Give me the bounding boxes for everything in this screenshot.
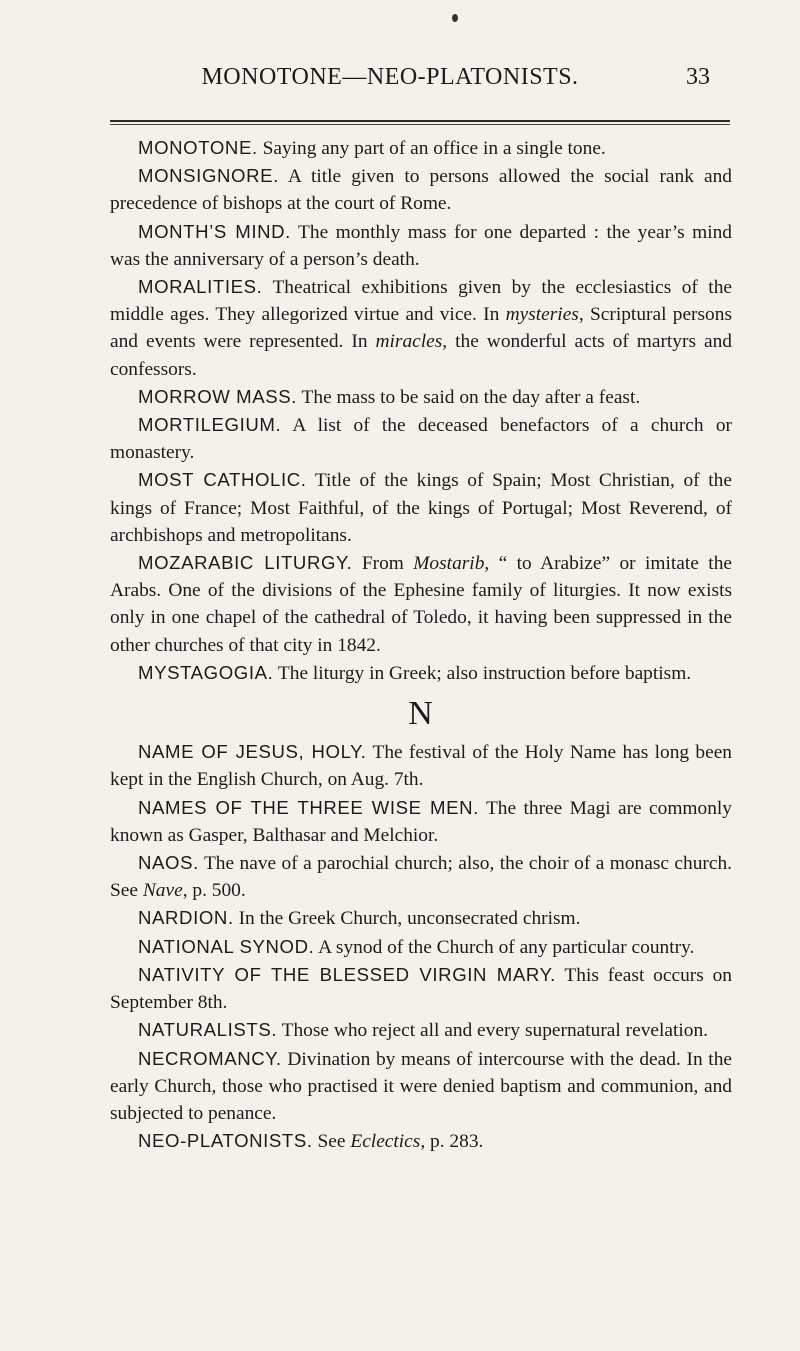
entry-definition: In the Greek Church, unconsecrated chrism. bbox=[233, 908, 581, 930]
entry-moralities bbox=[110, 273, 732, 383]
entry-definition: , Scriptural persons and events were represented. In bbox=[110, 304, 732, 353]
entry-definition: , p. 500. bbox=[182, 880, 246, 902]
entry-necromancy bbox=[110, 1045, 732, 1128]
entry-nativity-bvm bbox=[110, 961, 732, 1016]
entry-definition: Saying any part of an office in a single tone. bbox=[257, 138, 606, 159]
entry-definition: See bbox=[312, 1131, 351, 1153]
entry-term: MORALITIES. bbox=[138, 276, 263, 298]
page-header bbox=[110, 64, 710, 104]
entry-definition: Theatrical exhibitions given by the ecclesiastics of the middle ages. They allegorized virtue and vice. In bbox=[110, 277, 732, 326]
entry-national-synod bbox=[110, 933, 732, 961]
entry-term: NAME OF JESUS, HOLY. bbox=[138, 741, 367, 763]
entry-definition: , the wonderful acts of martyrs and confessors. bbox=[110, 331, 732, 380]
entry-italic: mysteries bbox=[505, 304, 579, 326]
header-rule bbox=[110, 120, 730, 122]
entry-definition: A title given to persons allowed the social rank and precedence of bishops at the court of Rome. bbox=[110, 166, 732, 215]
section-letter: N bbox=[408, 695, 434, 733]
entry-morrow-mass bbox=[110, 383, 732, 411]
entry-term: NAMES OF THE THREE WISE MEN. bbox=[138, 796, 479, 818]
entry-definition: A synod of the Church of any particular country. bbox=[314, 936, 695, 958]
entry-definition: The mass to be said on the day after a feast. bbox=[297, 386, 641, 408]
entry-definition: The festival of the Holy Name has long been kept in the English Church, on Aug. 7th. bbox=[110, 742, 732, 791]
entry-name-of-jesus bbox=[110, 738, 732, 793]
entry-term: MOZARABIC LITURGY. bbox=[138, 552, 353, 574]
entry-monsignore bbox=[110, 162, 732, 217]
entry-term: MORROW MASS. bbox=[138, 385, 298, 407]
header-rule-thin bbox=[110, 124, 730, 125]
glossary-body bbox=[110, 134, 732, 1155]
entry-definition: The nave of a parochial church; also, the choir of a monasc church. See bbox=[110, 853, 732, 902]
entry-neo-platonists bbox=[110, 1127, 732, 1155]
entry-definition: From bbox=[352, 553, 414, 575]
entry-monotone bbox=[110, 134, 732, 162]
entry-definition: The three Magi are commonly known as Gasper, Balthasar and Melchior. bbox=[110, 797, 732, 846]
entry-term: NATURALISTS. bbox=[138, 1019, 278, 1041]
entry-term: NECROMANCY. bbox=[138, 1047, 282, 1069]
running-head: MONOTONE—NEO-PLATONISTS. bbox=[201, 64, 579, 90]
entry-mystagogia bbox=[110, 659, 732, 687]
entry-definition: , p. 283. bbox=[420, 1131, 484, 1153]
ink-spot bbox=[452, 14, 458, 22]
entry-definition: A list of the deceased benefactors of a church or monastery. bbox=[110, 415, 732, 464]
entry-italic: Eclectics bbox=[350, 1131, 421, 1153]
entry-most-catholic bbox=[110, 466, 732, 549]
entry-term: NAOS. bbox=[138, 852, 199, 874]
entry-naos bbox=[110, 849, 732, 904]
entry-italic: Mostarib bbox=[413, 553, 485, 575]
entry-names-of-three-wise-men bbox=[110, 794, 732, 849]
entry-months-mind bbox=[110, 218, 732, 273]
entry-term: MOST CATHOLIC. bbox=[138, 469, 307, 491]
entry-mozarabic-liturgy bbox=[110, 549, 732, 659]
entry-nardion bbox=[110, 904, 732, 932]
entry-term: MYSTAGOGIA. bbox=[138, 661, 274, 683]
entry-term: MONTH’S MIND. bbox=[138, 220, 291, 242]
entry-term: NATIONAL SYNOD. bbox=[138, 935, 315, 957]
entry-definition: Divination by means of intercourse with the dead. In the early Church, those who practised it were denied baptism and communion, and subjected to penance. bbox=[110, 1048, 732, 1124]
entry-definition: The liturgy in Greek; also instruction before baptism. bbox=[273, 662, 692, 684]
entry-term: NATIVITY OF THE BLESSED VIRGIN MARY. bbox=[138, 963, 556, 985]
entry-definition: Title of the kings of Spain; Most Christian, of the kings of France; Most Faithful, of the kings of Portugal; Most Reverend, of archbishops and metropolitans. bbox=[110, 470, 732, 546]
entry-definition: The monthly mass for one departed : the year’s mind was the anniversary of a person’s death. bbox=[110, 221, 732, 270]
entry-italic: miracles bbox=[375, 331, 443, 353]
entry-term: MORTILEGIUM. bbox=[138, 414, 282, 436]
entry-mortilegium bbox=[110, 411, 732, 466]
entry-naturalists bbox=[110, 1016, 732, 1044]
page-number: 33 bbox=[686, 64, 710, 90]
entry-definition: Those who reject all and every supernatural revelation. bbox=[277, 1020, 709, 1042]
entry-definition: This feast occurs on September 8th. bbox=[110, 964, 732, 1014]
entry-term: NARDION. bbox=[138, 907, 234, 929]
entry-term: NEO-PLATONISTS. bbox=[138, 1130, 313, 1152]
entry-term: MONOTONE. bbox=[138, 137, 258, 158]
entry-term: MONSIGNORE. bbox=[138, 165, 279, 187]
entry-italic: Nave bbox=[142, 880, 183, 902]
entry-definition: , “ to Arabize” or imitate the Arabs. One of the divisions of the Ephesine family of liturgies. It now exists only in one chapel of the cathedral of Toledo, it having been suppressed in the other churches of that city in 1842. bbox=[110, 553, 732, 656]
